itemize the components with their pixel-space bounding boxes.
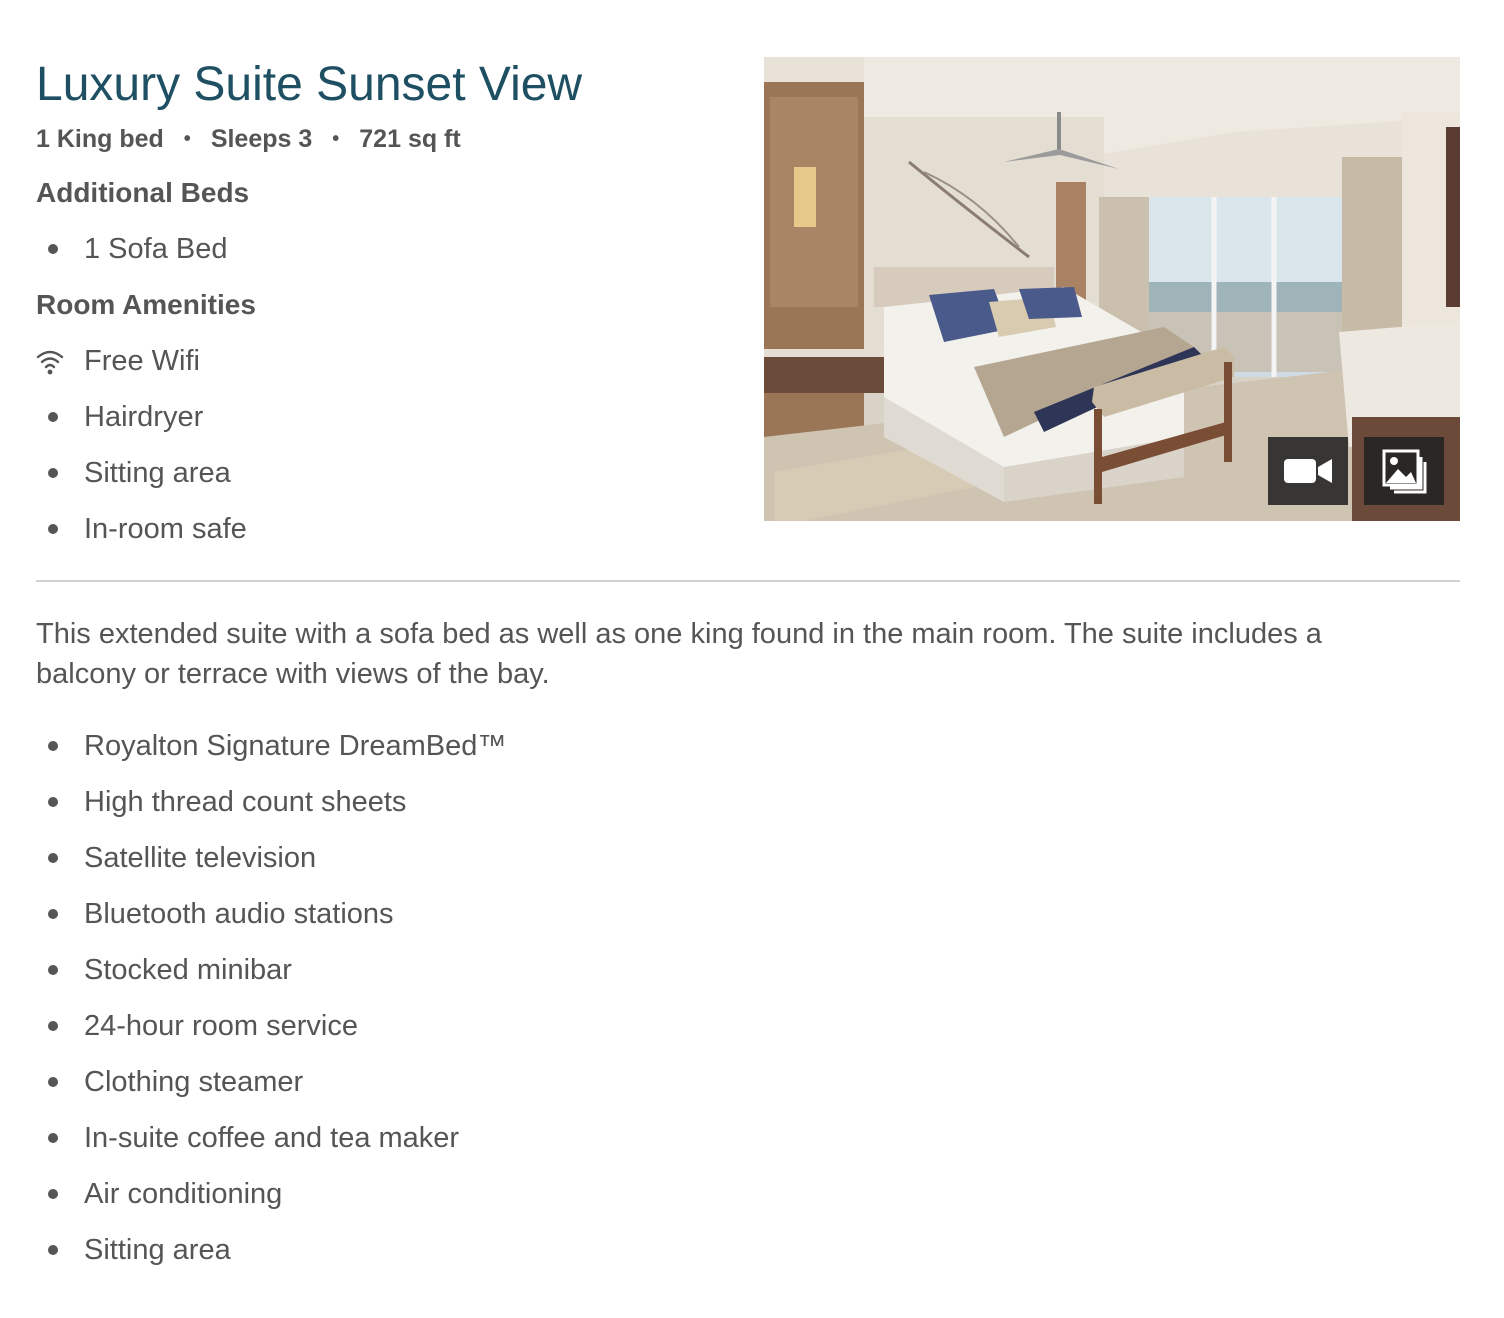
room-photo[interactable]: [764, 57, 1460, 521]
feature-label: Sitting area: [84, 1234, 231, 1266]
feature-label: In-suite coffee and tea maker: [84, 1122, 460, 1154]
room-card: [36, 0, 1460, 1318]
bullet-icon: [48, 412, 58, 422]
bullet-icon: [48, 468, 58, 478]
video-button[interactable]: [1268, 437, 1348, 505]
feature-label: Royalton Signature DreamBed™: [84, 730, 507, 762]
image-gallery-icon: [1364, 437, 1444, 505]
room-summary: [36, 0, 1460, 582]
bullet-icon: [48, 909, 58, 919]
bullet-icon: [48, 244, 58, 254]
section-divider: [36, 580, 1460, 582]
additional-beds-heading: Additional Beds: [36, 177, 250, 208]
occupancy: Sleeps 3: [210, 125, 313, 153]
room-photo-image: [764, 57, 1460, 521]
bullet-icon: [48, 853, 58, 863]
bullet-icon: [48, 1021, 58, 1031]
room-description: This extended suite with a sofa bed as well as one king found in the main room. The suite includes a balcony or terrace with views of the bay.: [36, 618, 1322, 690]
amenity-label: Hairdryer: [84, 401, 204, 433]
bullet-icon: [48, 797, 58, 807]
wifi-icon: [36, 347, 64, 375]
feature-label: Bluetooth audio stations: [84, 898, 394, 930]
room-size: 721 sq ft: [359, 125, 461, 153]
gallery-button[interactable]: [1364, 437, 1444, 505]
room-specs: [36, 122, 461, 158]
room-title: Luxury Suite Sunset View: [36, 58, 583, 111]
bullet-icon: [48, 524, 58, 534]
separator-dot: •: [332, 128, 340, 150]
feature-label: High thread count sheets: [84, 786, 407, 818]
additional-bed-label: 1 Sofa Bed: [84, 233, 228, 265]
room-amenities-heading: Room Amenities: [36, 289, 256, 320]
separator-dot: •: [183, 128, 191, 150]
bullet-icon: [48, 1133, 58, 1143]
amenity-label: Sitting area: [84, 457, 231, 489]
bullet-icon: [48, 1077, 58, 1087]
bed-count: 1 King bed: [36, 125, 164, 153]
feature-label: Stocked minibar: [84, 954, 292, 986]
video-camera-icon: [1268, 437, 1348, 505]
feature-label: Air conditioning: [84, 1178, 283, 1210]
bullet-icon: [48, 1189, 58, 1199]
bullet-icon: [48, 1245, 58, 1255]
bullet-icon: [48, 741, 58, 751]
feature-label: Clothing steamer: [84, 1066, 304, 1098]
feature-label: 24-hour room service: [84, 1010, 358, 1042]
amenity-label: Free Wifi: [84, 345, 200, 377]
amenity-label: In-room safe: [84, 513, 247, 545]
bullet-icon: [48, 965, 58, 975]
feature-label: Satellite television: [84, 842, 317, 874]
